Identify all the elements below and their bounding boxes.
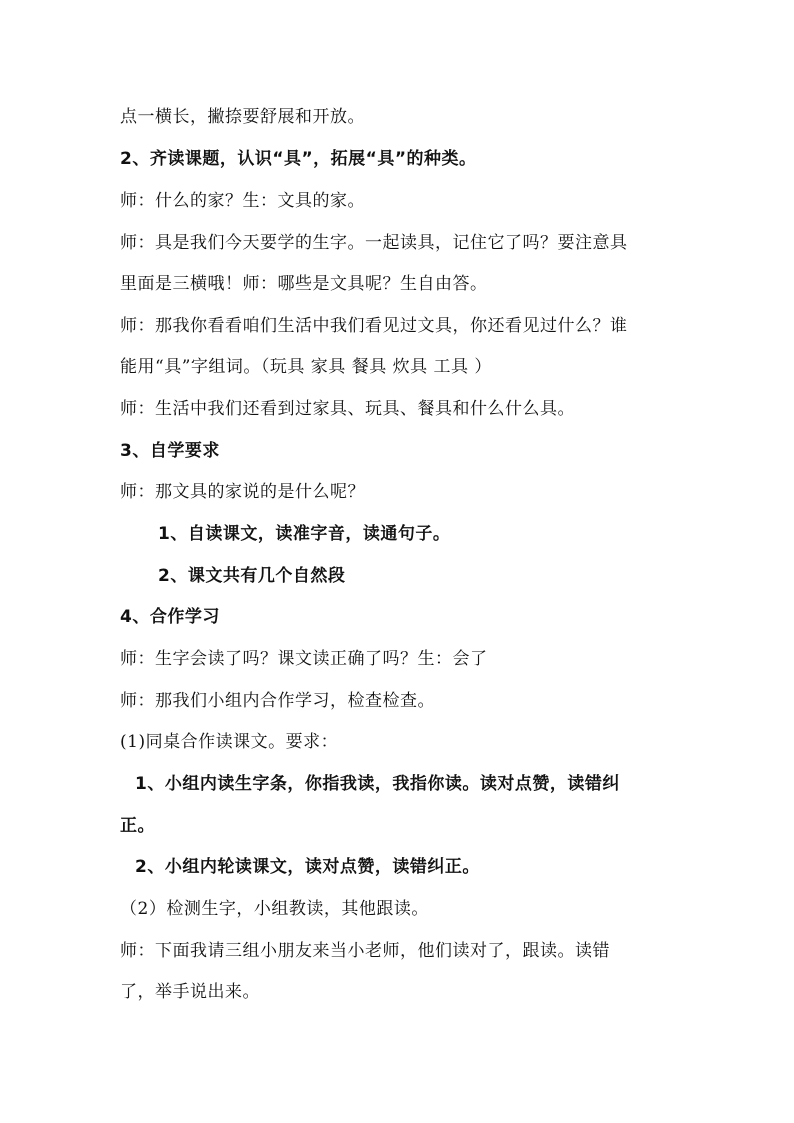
text-line: 里面是三横哦！师：哪些是文具呢？生自由答。 (120, 274, 488, 294)
requirement-item: 1、自读课文，读准字音，读通句子。 (158, 524, 451, 544)
text-line: 师：具是我们今天要学的生字。一起读具，记住它了吗？要注意具 (120, 233, 628, 253)
text-line: 师：那我你看看咱们生活中我们看见过文具，你还看见过什么？谁 (120, 316, 628, 336)
text-line: (1)同桌合作读课文。要求： (120, 732, 339, 752)
text-line: （2）检测生字，小组教读，其他跟读。 (120, 899, 429, 919)
section-heading: 4、合作学习 (120, 607, 220, 627)
text-line: 师：下面我请三组小朋友来当小老师，他们读对了，跟读。读错 (120, 941, 610, 961)
requirement-item: 2、课文共有几个自然段 (158, 566, 346, 586)
requirement-item: 2、小组内轮读课文，读对点赞，读错纠正。 (135, 857, 480, 877)
text-line: 师：生活中我们还看到过家具、玩具、餐具和什么什么具。 (120, 399, 575, 419)
requirement-item-continuation: 正。 (120, 816, 155, 836)
text-line: 师：那文具的家说的是什么呢？ (120, 482, 365, 502)
requirement-item: 1、小组内读生字条，你指我读，我指你读。读对点赞，读错纠 (135, 774, 620, 794)
section-heading: 2、齐读课题，认识“具”，拓展“具”的种类。 (120, 149, 477, 169)
text-line: 师：那我们小组内合作学习，检查检查。 (120, 691, 435, 711)
text-line: 点一横长，撇捺要舒展和开放。 (120, 107, 365, 127)
text-line: 能用“具”字组词。（玩具 家具 餐具 炊具 工具 ） (120, 357, 492, 377)
text-line: 师：生字会读了吗？课文读正确了吗？生：会了 (120, 649, 488, 669)
section-heading: 3、自学要求 (120, 441, 220, 461)
text-line: 师：什么的家？生：文具的家。 (120, 191, 365, 211)
text-line: 了，举手说出来。 (120, 982, 260, 1002)
